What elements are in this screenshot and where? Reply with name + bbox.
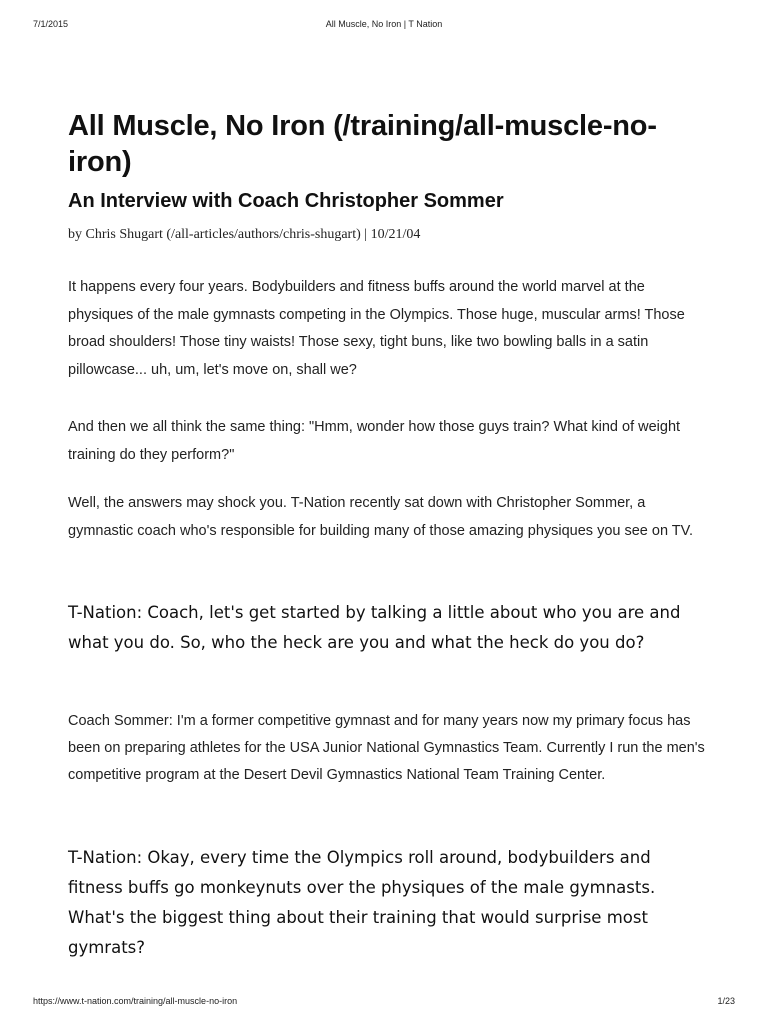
article-paragraph: And then we all think the same thing: "Hmm, wonder how those guys train? What kind of weight training do they perform?": [68, 419, 681, 463]
print-page-title: All Muscle, No Iron | T Nation: [325, 19, 443, 29]
print-date: 7/1/2015: [33, 19, 69, 29]
article: [68, 108, 708, 957]
article-title[interactable]: All Muscle, No Iron (/training/all-muscle-no-iron): [68, 110, 657, 178]
article-paragraph: It happens every four years. Bodybuilders and fitness buffs around the world marvel at the physiques of the male gymnasts competing in the Olympics. Those huge, muscular arms! Those broad shoulders! Those tiny waists! Those sexy, tight buns, like two bowling balls in a satin pillowcase... uh, um, let's move on, shall we?: [68, 279, 685, 378]
print-page-number: 1/23: [717, 996, 735, 1006]
interview-question: T-Nation: Okay, every time the Olympics roll around, bodybuilders and fitness buffs go monkeynuts over the physiques of the male gymnasts. What's the biggest thing about their training that would surprise most gymrats?: [68, 848, 656, 957]
print-footer: [0, 996, 768, 1008]
article-byline: by Chris Shugart (/all-articles/authors/chris-shugart) | 10/21/04: [68, 227, 421, 242]
article-paragraph: Well, the answers may shock you. T-Nation recently sat down with Christopher Sommer, a gymnastic coach who's responsible for building many of those amazing physiques you see on TV.: [68, 495, 694, 539]
interview-answer: Coach Sommer: I'm a former competitive gymnast and for many years now my primary focus has been on preparing athletes for the USA Junior National Gymnastics Team. Currently I run the men's competitive program at the Desert Devil Gymnastics National Team Training Center.: [68, 713, 705, 783]
print-header: [0, 19, 768, 31]
article-subtitle: An Interview with Coach Christopher Sommer: [68, 190, 504, 212]
print-url: https://www.t-nation.com/training/all-muscle-no-iron: [33, 996, 238, 1006]
interview-question: T-Nation: Coach, let's get started by talking a little about who you are and what you do. So, who the heck are you and what the heck do you do?: [68, 603, 681, 652]
